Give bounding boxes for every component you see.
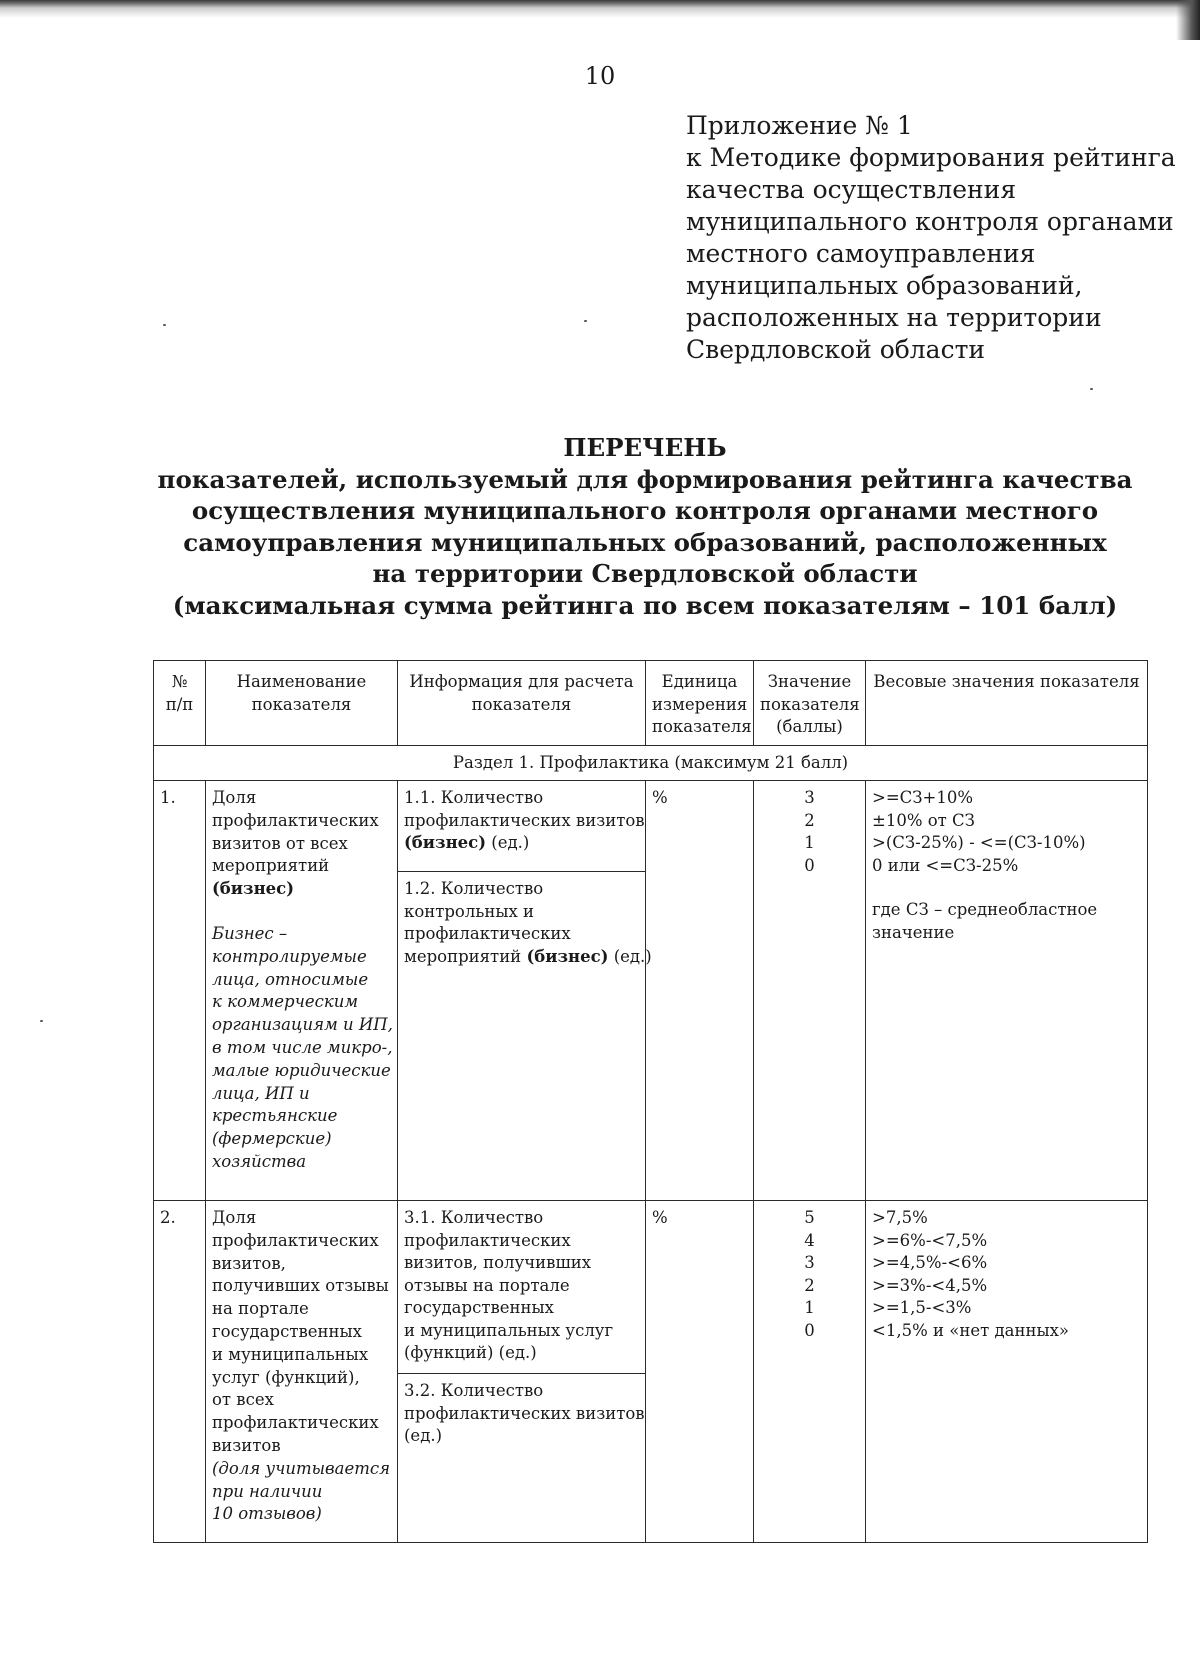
appendix-line: расположенных на территории [686,303,1102,332]
document-heading [120,432,1170,621]
appendix-line: муниципальных образований, [686,271,1083,300]
scan-speck [1090,388,1093,390]
appendix-line: местного самоуправления [686,239,1036,268]
row-number: 1. [154,781,206,1201]
header-unit: Единица измерения показателя [646,661,754,746]
section-title: Раздел 1. Профилактика (максимум 21 балл) [154,745,1148,781]
scan-corner-shadow [1176,0,1200,40]
indicator-name: Доля профилактических визитов от всех мероприятий (бизнес) Бизнес – контролируемые лица, относимые к коммерческим организациям и ИП, в том числе микро-, малые юридические лица, ИП и крестьянские (фермерские) хозяйства [206,781,398,1201]
header-info: Информация для расчета показателя [398,661,646,746]
indicators-table [153,660,1148,1543]
appendix-line: Приложение № 1 [686,111,913,140]
score-values: 3 2 1 0 [754,781,866,1201]
heading-line: самоуправления муниципальных образований, расположенных [183,527,1107,557]
info-item: 1.1. Количество профилактических визитов (бизнес) (ед.) [404,788,645,852]
weight-values: >=СЗ+10% ±10% от СЗ >(СЗ-25%) - <=(СЗ-10%) 0 или <=СЗ-25% где СЗ – среднеобластное значение [866,781,1148,1201]
indicator-name: Доля профилактических визитов, получивших отзывы на портале государственных и муниципальных услуг (функций), от всех профилактических визитов (доля учитывается при наличии 10 отзывов) [206,1201,398,1543]
page-number: 10 [584,62,616,90]
header-name: Наименование показателя [206,661,398,746]
appendix-reference [686,110,1176,366]
calculation-info [398,1201,646,1543]
scan-speck [163,324,166,326]
score-values: 5 4 3 2 1 0 [754,1201,866,1543]
header-number: № п/п [154,661,206,746]
header-weight: Весовые значения показателя [866,661,1148,746]
appendix-line: Свердловской области [686,335,986,364]
unit: % [646,1201,754,1543]
header-value: Значение показателя (баллы) [754,661,866,746]
scan-speck [40,1020,43,1022]
row-number: 2. [154,1201,206,1543]
calculation-info [398,781,652,1201]
appendix-line: к Методике формирования рейтинга [686,143,1176,172]
heading-line: показателей, используемый для формирования рейтинга качества [157,464,1133,494]
info-item: 3.1. Количество профилактических визитов, получивших отзывы на портале государственных и муниципальных услуг (функций) (ед.) [404,1208,614,1362]
heading-line: (максимальная сумма рейтинга по всем показателям – 101 балл) [172,590,1118,620]
scan-speck [584,320,587,322]
heading-line: осуществления муниципального контроля органами местного [191,496,1099,525]
section-row [154,745,1148,781]
table-row [154,1201,1148,1543]
heading-title: ПЕРЕЧЕНЬ [563,433,727,462]
info-item: 3.2. Количество профилактических визитов (ед.) [398,1373,645,1454]
appendix-line: муниципального контроля органами [686,207,1174,236]
unit: % [646,781,754,1201]
appendix-line: качества осуществления [686,175,1017,204]
table-header-row [154,661,1148,746]
info-item: 1.2. Количество контрольных и профилактических мероприятий (бизнес) (ед.) [398,871,645,974]
scan-top-edge [0,0,1200,18]
heading-line: на территории Свердловской области [372,559,918,588]
table-row [154,781,1148,1201]
weight-values: >7,5% >=6%-<7,5% >=4,5%-<6% >=3%-<4,5% >=1,5-<3% <1,5% и «нет данных» [866,1201,1148,1543]
